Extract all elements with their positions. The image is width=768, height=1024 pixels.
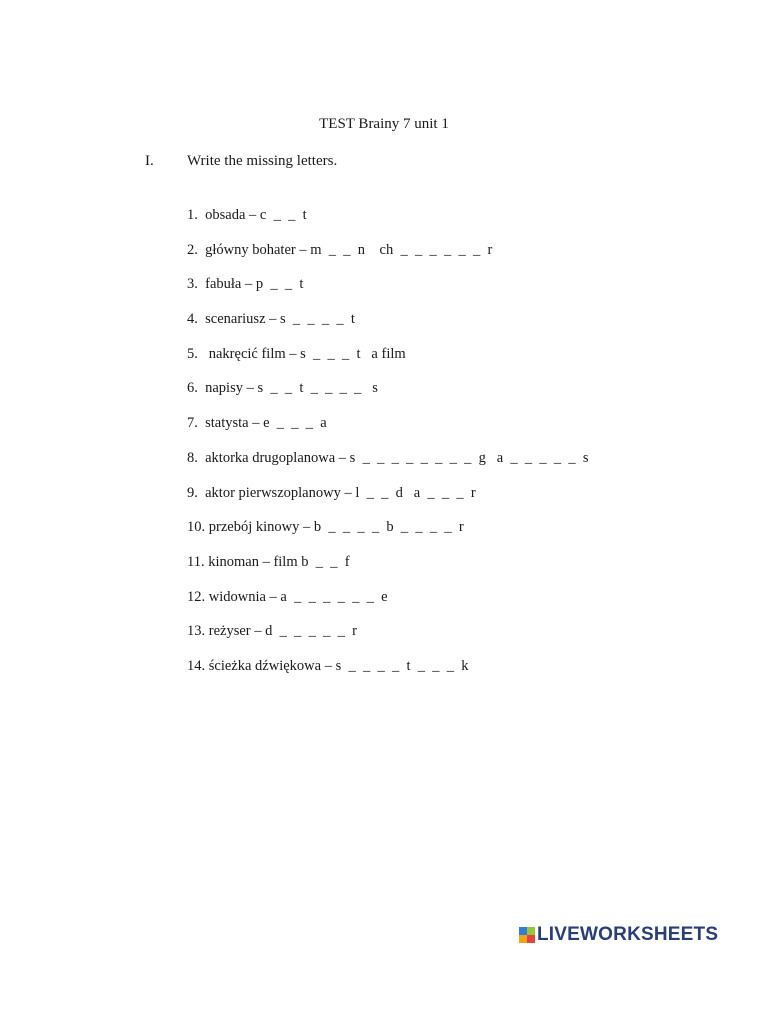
exercise-item: 10. przebój kinowy – b _ _ _ _ b _ _ _ _ r bbox=[187, 519, 464, 536]
exercise-item: 11. kinoman – film b _ _ f bbox=[187, 553, 350, 570]
section-number: I. bbox=[145, 153, 154, 169]
liveworksheets-logo bbox=[519, 924, 718, 946]
section-instruction: Write the missing letters. bbox=[187, 153, 338, 169]
exercise-item: 5. nakręcić film – s _ _ _ t a film bbox=[187, 345, 406, 362]
exercise-item: 2. główny bohater – m _ _ n ch _ _ _ _ _ _ r bbox=[187, 241, 493, 258]
exercise-item: 6. napisy – s _ _ t _ _ _ _ s bbox=[187, 380, 378, 397]
liveworksheets-logo-icon bbox=[519, 927, 535, 943]
section-heading bbox=[145, 153, 337, 170]
exercise-item: 7. statysta – e _ _ _ a bbox=[187, 415, 327, 432]
exercise-item: 12. widownia – a _ _ _ _ _ _ e bbox=[187, 588, 388, 605]
exercise-item: 3. fabuła – p _ _ t bbox=[187, 276, 304, 293]
exercise-item: 14. ścieżka dźwiękowa – s _ _ _ _ t _ _ _ k bbox=[187, 657, 469, 674]
exercise-item: 1. obsada – c _ _ t bbox=[187, 207, 307, 223]
exercise-item: 13. reżyser – d _ _ _ _ _ r bbox=[187, 623, 357, 640]
exercise-item: 8. aktorka drugoplanowa – s _ _ _ _ _ _ _ _ g a _ _ _ _ _ s bbox=[187, 449, 589, 466]
exercise-item: 9. aktor pierwszoplanowy – l _ _ d a _ _ _ r bbox=[187, 484, 476, 501]
brand-name: LIVEWORKSHEETS bbox=[537, 924, 719, 945]
exercise-list bbox=[187, 206, 589, 692]
exercise-item: 4. scenariusz – s _ _ _ _ t bbox=[187, 311, 355, 328]
page-title: TEST Brainy 7 unit 1 bbox=[319, 116, 449, 132]
